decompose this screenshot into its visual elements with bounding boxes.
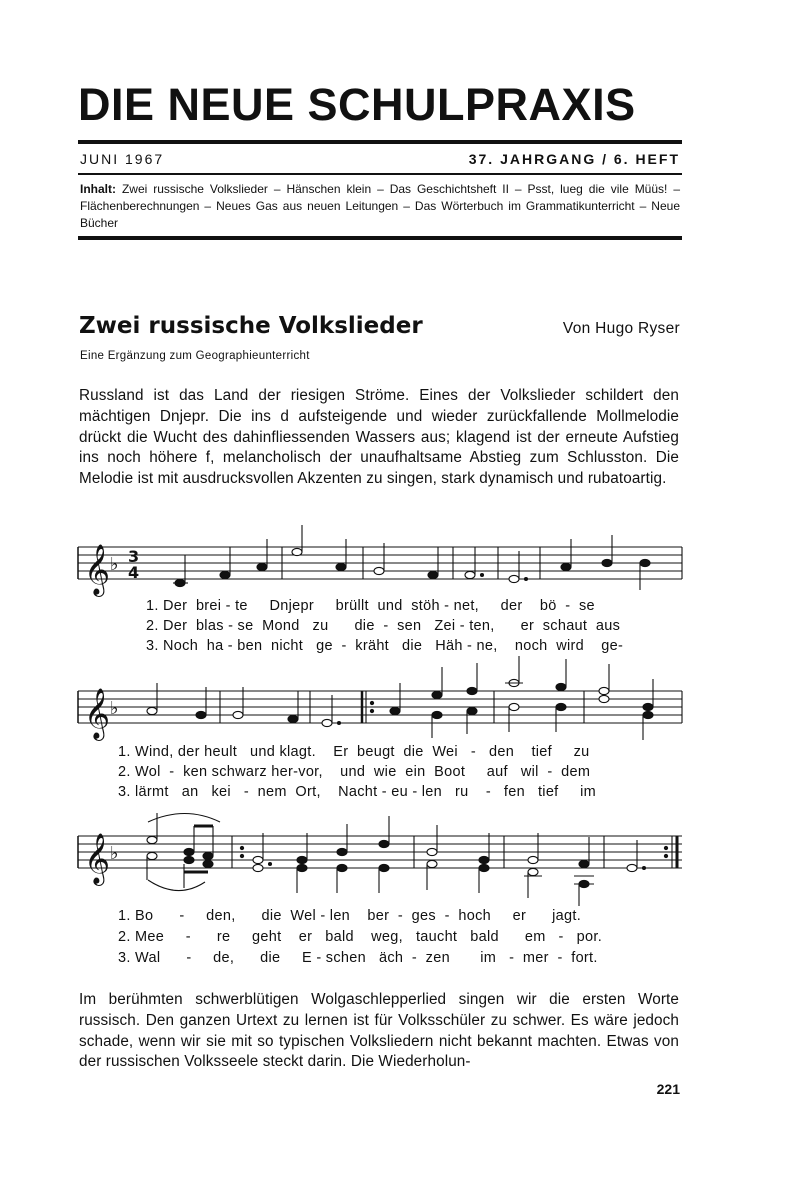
lyrics-system-1 [146, 596, 623, 656]
page-number: 221 [656, 1081, 680, 1097]
treble-clef-3: 𝄞 [84, 833, 111, 884]
staff-system-2 [78, 691, 682, 723]
key-flat-2: ♭ [110, 698, 119, 719]
closing-paragraph: Im berühmten schwerblütigen Wolgaschlepperlied singen wir die ersten Worte russisch. Den ganzen Urtext zu lernen ist für Volksschüler zu schwer. Es wäre jedoch schade, wenn wir sie mit so typischen Volksliedern nicht bekannt machten. Etwas von der russischen Volksseele steckt darin. Die Wiederholun- [79, 991, 679, 1071]
treble-clef-2: 𝄞 [84, 688, 111, 739]
lyric-line: 1. Bo - den, die Wel - len ber - ges - hoch er jagt. [118, 908, 582, 924]
time-sig-bottom: 4 [128, 563, 140, 582]
lyric-line: 2. Mee - re geht er bald weg, taucht bald em - por. [118, 929, 603, 945]
time-sig-top: 3 [128, 547, 140, 566]
key-flat-3: ♭ [110, 843, 119, 864]
lyric-line: 3. Noch ha - ben nicht ge - kräht die Häh - ne, noch wird ge- [146, 638, 624, 654]
lyrics-system-2 [118, 742, 596, 802]
notes-system-2 [147, 656, 653, 740]
lyric-line: 1. Wind, der heult und klagt. Er beugt die Wei - den tief zu [118, 744, 590, 760]
lyric-line: 2. Der blas - se Mond zu die - sen Zei - ten, er schaut aus [146, 618, 621, 634]
intro-paragraph: Russland ist das Land der riesigen Ströme. Eines der Volkslieder schildert den mächtigen Dnjepr. Die ins d aufsteigende und wieder zurückfallende Mollmelodie drückt die Wucht des dahinfliessenden Wassers aus; klagend ist der erneute Aufstieg ins noch höhere f, melancholisch der unaufhaltsame Abstieg zum Schlusston. Die Melodie ist mit ausdrucksvollen Akzenten zu singen, stark dynamisch und rubatoartig. [79, 387, 679, 488]
notes-system-1 [173, 525, 650, 590]
lyric-line: 3. lärmt an kei - nem Ort, Nacht - eu - len ru - fen tief im [118, 784, 597, 800]
contents-label: Inhalt: [80, 182, 116, 196]
lyric-line: 2. Wol - ken schwarz her-vor, und wie ein Boot auf wil - dem [118, 764, 591, 780]
lyric-line: 1. Der brei - te Dnjepr brüllt und stöh - net, der bö - se [146, 598, 595, 614]
lyric-line: 3. Wal - de, die E - schen äch - zen im - mer - fort. [118, 950, 598, 966]
issue-number: 37. JAHRGANG / 6. HEFT [468, 151, 680, 167]
treble-clef-1: 𝄞 [84, 544, 111, 595]
article-author: Von Hugo Ryser [562, 320, 680, 337]
contents-text: Zwei russische Volkslieder – Hänschen klein – Das Geschichtsheft II – Psst, lueg die vile Müüs! – Flächenberechnungen – Neues Gas aus neuen Leitungen – Das Wörterbuch im Grammatikunterricht – Neue Bücher [80, 182, 680, 230]
lyrics-system-3 [118, 906, 602, 969]
key-flat-1: ♭ [110, 554, 119, 575]
article-title: Zwei russische Volkslieder [79, 313, 423, 339]
staff-system-3 [78, 836, 682, 868]
article-subtitle: Eine Ergänzung zum Geographieunterricht [80, 350, 310, 362]
journal-title: DIE NEUE SCHULPRAXIS [78, 79, 636, 130]
issue-date: JUNI 1967 [80, 151, 165, 167]
